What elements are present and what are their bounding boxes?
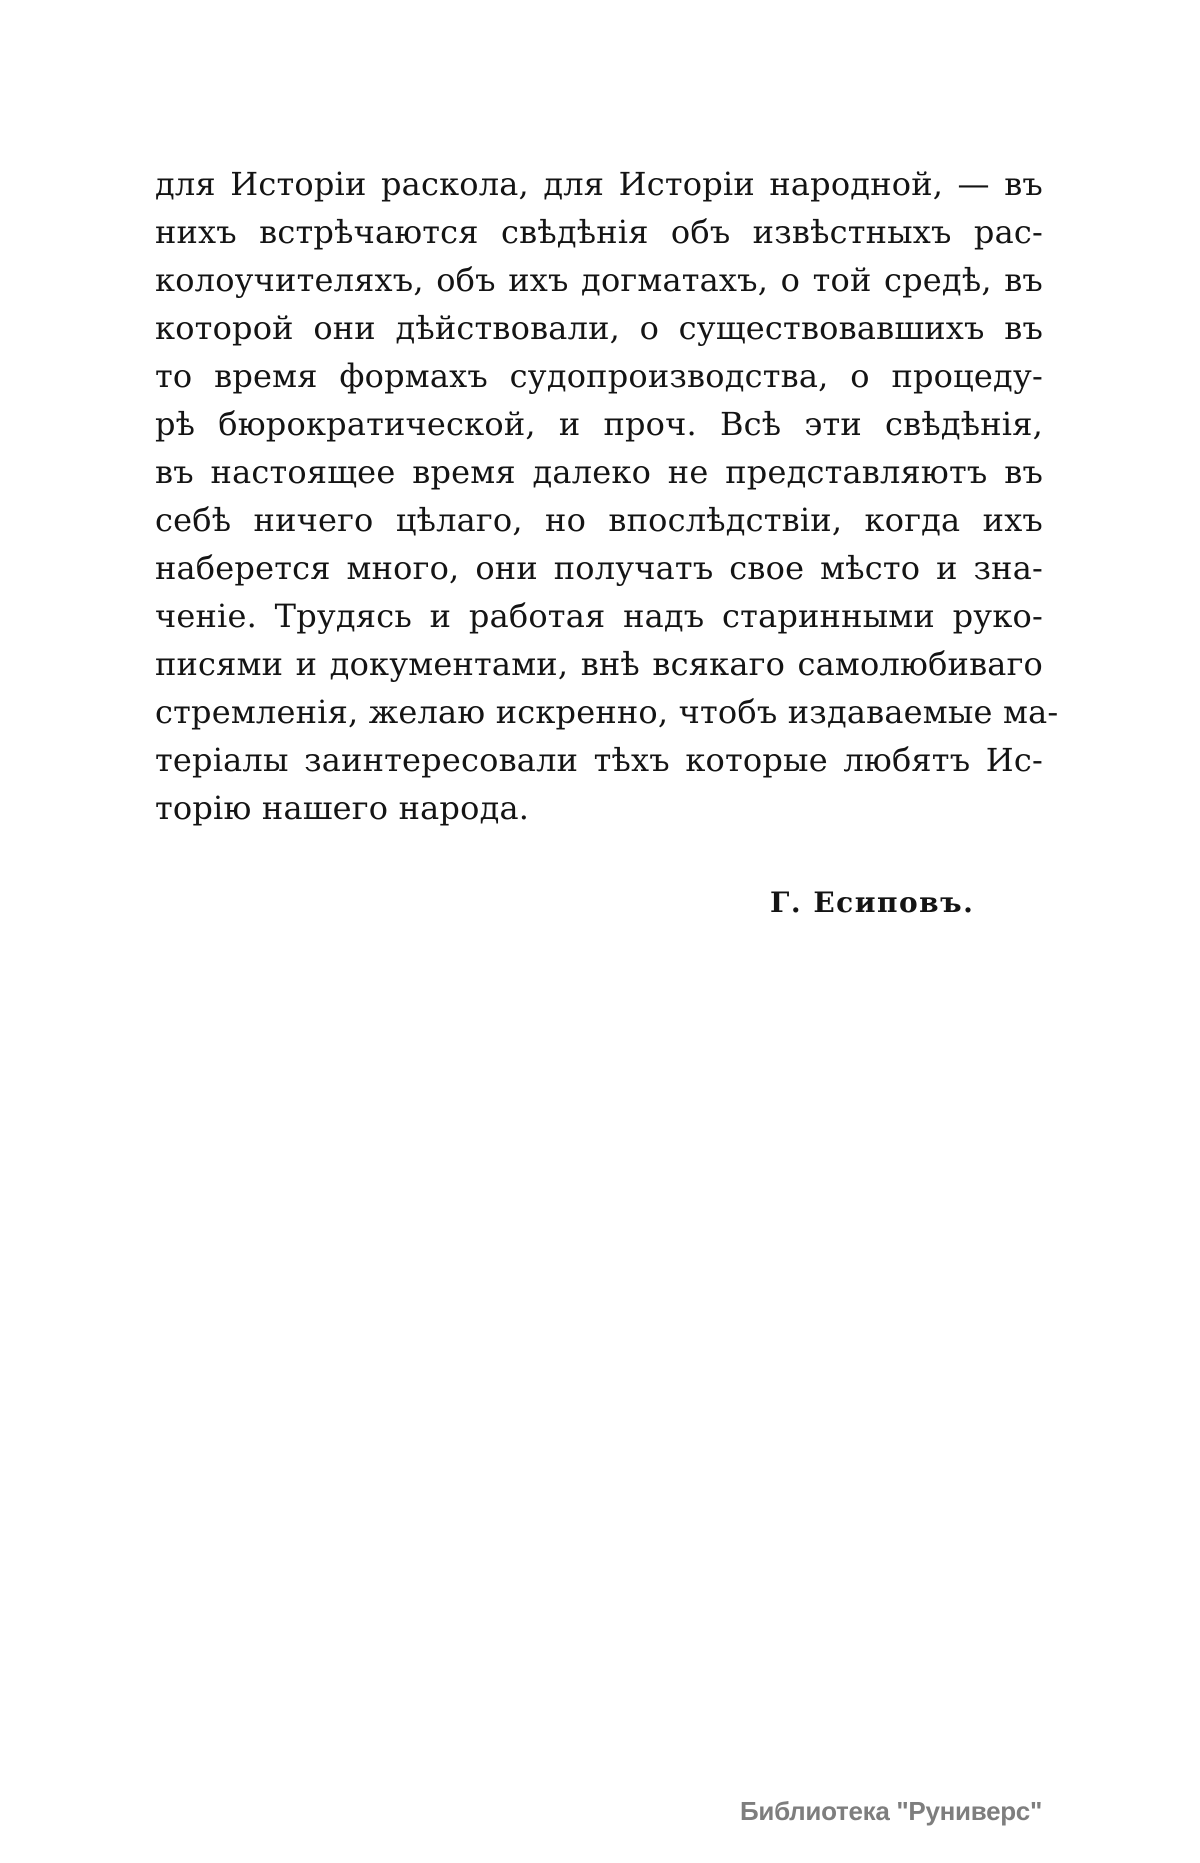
text-line: рѣ бюрократической, и проч. Всѣ эти свѣдѣнія, (155, 405, 1043, 443)
text-line: колоучителяхъ, объ ихъ догматахъ, о той средѣ, въ (155, 261, 1043, 299)
text-line: нихъ встрѣчаются свѣдѣнія объ извѣстныхъ рас- (155, 213, 1043, 251)
text-line: стремленія, желаю искренно, чтобъ издаваемые ма- (155, 693, 1059, 731)
body-text (155, 160, 1059, 832)
text-line: писями и документами, внѣ всякаго самолюбиваго (155, 645, 1043, 683)
text-line: наберется много, они получатъ свое мѣсто и зна- (155, 549, 1043, 587)
text-line: въ настоящее время далеко не представляютъ въ (155, 453, 1043, 491)
text-line: для Исторіи раскола, для Исторіи народной, — въ (155, 165, 1043, 203)
text-line: которой они дѣйствовали, о существовавшихъ въ (155, 309, 1043, 347)
text-line: ченіе. Трудясь и работая надъ старинными руко- (155, 597, 1043, 635)
library-watermark: Библиотека "Руниверс" (740, 1796, 1042, 1826)
text-line: теріалы заинтересовали тѣхъ которые любятъ Ис- (155, 741, 1043, 779)
author-signature: Г. Есиповъ. (770, 886, 975, 919)
text-line: то время формахъ судопроизводства, о процеду- (155, 357, 1043, 395)
text-line: себѣ ничего цѣлаго, но впослѣдствіи, когда ихъ (155, 501, 1043, 539)
text-line: торію нашего народа. (155, 789, 530, 827)
